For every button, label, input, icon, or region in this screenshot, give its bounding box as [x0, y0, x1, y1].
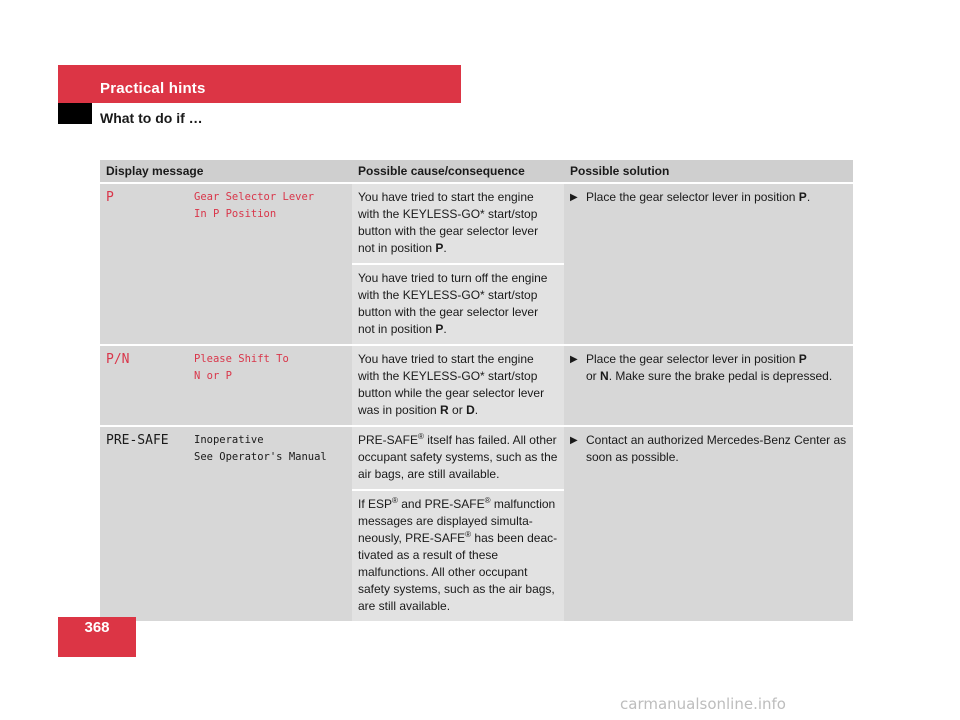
column-header-cause: Possible cause/consequence: [352, 160, 564, 183]
subsection-title: What to do if …: [100, 110, 203, 126]
message-code: P: [106, 190, 114, 205]
cause-cell: PRE-SAFE® itself has failed. All other occupant safety systems, such as the air bags, are still available.: [352, 426, 564, 490]
message-text: Gear Selector Lever In P Position: [194, 191, 315, 220]
message-code: P/N: [106, 352, 130, 367]
page-number: 368: [84, 619, 110, 636]
cause-cell: You have tried to start the engine with the KEYLESS-GO* start/stop button while the gear selector lever was in position R or D.: [352, 345, 564, 426]
solution-cell: ▶ Place the gear selector lever in position P or N. Make sure the brake pedal is depressed.: [564, 345, 853, 426]
message-text: Please Shift To N or P: [194, 353, 289, 382]
display-message-table: [100, 160, 853, 621]
message-code: PRE-SAFE: [106, 433, 169, 448]
solution-cell: ▶ Place the gear selector lever in position P.: [564, 183, 853, 345]
header-block: [58, 103, 92, 124]
section-title: Practical hints: [100, 80, 206, 97]
column-header-solution: Possible solution: [564, 160, 853, 183]
triangle-right-icon: ▶: [570, 354, 578, 365]
display-message-cell: [100, 426, 352, 621]
display-message-cell: [100, 345, 352, 426]
message-text: Inoperative See Operator's Manual: [194, 434, 327, 463]
cause-cell: You have tried to start the engine with the KEYLESS-GO* start/stop button with the gear selector lever not in position P.: [352, 183, 564, 264]
triangle-right-icon: ▶: [570, 192, 578, 203]
solution-cell: ▶ Contact an authorized Mercedes-Benz Center as soon as possible.: [564, 426, 853, 621]
cause-cell: If ESP® and PRE-SAFE® malfunction messages are displayed simulta-neously, PRE-SAFE® has been deac-tivated as a result of these malfunctions. All other occupant safety systems, such as the air bags, are still available.: [352, 490, 564, 621]
column-header-display-message: Display message: [100, 160, 352, 183]
cause-cell: You have tried to turn off the engine with the KEYLESS-GO* start/stop button with the gear selector lever not in position P.: [352, 264, 564, 345]
triangle-right-icon: ▶: [570, 435, 578, 446]
display-message-cell: [100, 183, 352, 345]
footer-watermark: carmanualsonline.info: [620, 695, 786, 713]
